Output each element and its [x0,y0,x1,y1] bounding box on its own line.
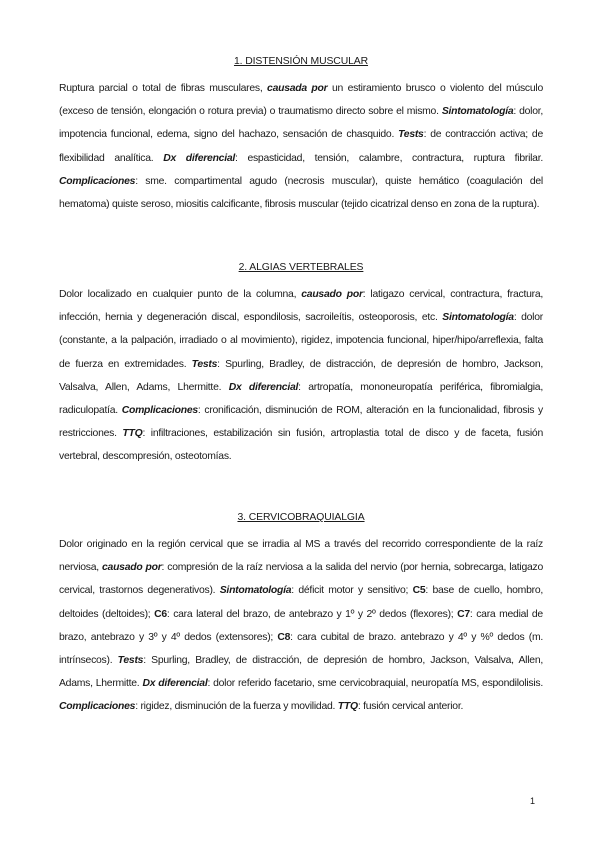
text-run: : espasticidad, tensión, calambre, contractura, ruptura fibrilar. [235,152,543,164]
text-run: : sme. compartimental agudo (necrosis muscular), quiste hemático (coagulación del hematoma) quiste seroso, miositis calcificante, fibrosis muscular (tejido cicatrizal denso en zona de la ruptura). [59,175,543,211]
text-run: un estiramiento brusco o violento del músculo (exceso de tensión, elongación o rotura previa) o traumatismo directo sobre el mismo. [59,83,543,118]
text-run: : artropatía, mononeuropatía periférica, fibromialgia, radiculopatía. [59,381,543,417]
page-number: 1 [530,796,536,806]
text-run: : latigazo cervical, contractura, fractura, infección, hernia y degeneración discal, espondilosis, sacroileítis, osteoporosis, etc. [59,289,543,324]
text-run: : Spurling, Bradley, de distracción, de depresión de hombro, Jackson, Valsalva, Allen, Adams, Lhermitte. [59,358,543,393]
text-run: Dolor localizado en cualquier punto de la columna, [59,289,302,300]
emphasis-term: TTQ [337,701,358,713]
emphasis-term: causado por [301,289,363,300]
emphasis-term: Complicaciones [59,701,136,713]
emphasis-term: Sintomatología [219,585,292,597]
text-run: : dolor, impotencia funcional, edema, signo del hachazo, sensación de chasquido. [59,106,543,141]
section-algias-vertebrales [59,262,543,469]
emphasis-term: causado por [102,562,162,574]
emphasis-term: Tests [191,358,218,370]
section-body [59,77,543,216]
text-run: : cronificación, disminución de ROM, alteración en la funcionalidad, fibrosis y restricciones. [59,405,543,440]
emphasis-term: TTQ [122,428,143,440]
text-run: : Spurling, Bradley, de distracción, de depresión de hombro, Jackson, Valsalva, Allen, Adams, Lhermitte. [59,655,543,690]
section-distension-muscular [59,56,543,216]
text-run: : déficit motor y sensitivo; [291,585,413,597]
section-cervicobraquialgia [59,512,543,719]
section-heading: 3. CERVICOBRAQUIALGIA [237,512,365,523]
text-run: : cara medial de brazo, antebrazo y 3º y 4º dedos (extensores); [59,608,543,643]
section-body [59,283,543,469]
emphasis-term: Sintomatología [442,312,514,324]
text-run: : dolor referido facetario, sme cervicobraquial, neuropatía MS, espondilolisis. [207,678,543,690]
text-run: : rigidez, disminución de la fuerza y movilidad. [135,701,338,713]
emphasis-term: Dx diferencial [228,381,299,393]
emphasis-term: Complicaciones [121,405,198,417]
emphasis-term: causada por [267,83,328,94]
text-run: : fusión cervical anterior. [357,701,464,713]
text-run: Ruptura parcial o total de fibras musculares, [59,83,268,94]
text-run: : compresión de la raíz nerviosa a la salida del nervio (por hernia, sobrecarga, latigazo cervical, trastornos degenerativos). [59,562,544,597]
text-run: : infiltraciones, estabilización sin fusión, artroplastia total de disco y de faceta, fusión vertebral, descompresión, osteotomías. [59,428,543,463]
emphasis-term: Tests [117,655,144,667]
text-run: : cara cubital de brazo. antebrazo y 4º y %º dedos (m. intrínsecos). [59,631,544,667]
root-label: C6 [154,608,167,620]
text-run: : de contracción activa; de flexibilidad analítica. [59,129,543,164]
emphasis-term: Sintomatología [441,106,514,118]
text-run: : dolor (constante, a la palpación, irradiado o al movimiento), rigidez, impotencia funcional, hiper/hipo/arreflexia, falta de fuerza en extremidades. [59,312,543,370]
emphasis-term: Dx diferencial [142,678,208,690]
text-run: : base de cuello, hombro, deltoides (deltoides); [59,585,543,620]
emphasis-term: Tests [398,129,424,141]
root-label: C7 [457,608,470,620]
root-label: C8 [277,631,291,643]
emphasis-term: Dx diferencial [163,152,236,164]
emphasis-term: Complicaciones [59,175,136,187]
section-heading: 2. ALGIAS VERTEBRALES [238,262,364,273]
section-body [59,533,543,719]
text-run: Dolor originado en la región cervical que se irradia al MS a través del recorrido correspondiente de la raíz nerviosa, [59,539,543,574]
section-heading: 1. DISTENSIÓN MUSCULAR [233,56,369,67]
text-run: : cara lateral del brazo, de antebrazo y 1º y 2º dedos (flexores); [166,608,458,620]
root-label: C5 [412,585,426,597]
